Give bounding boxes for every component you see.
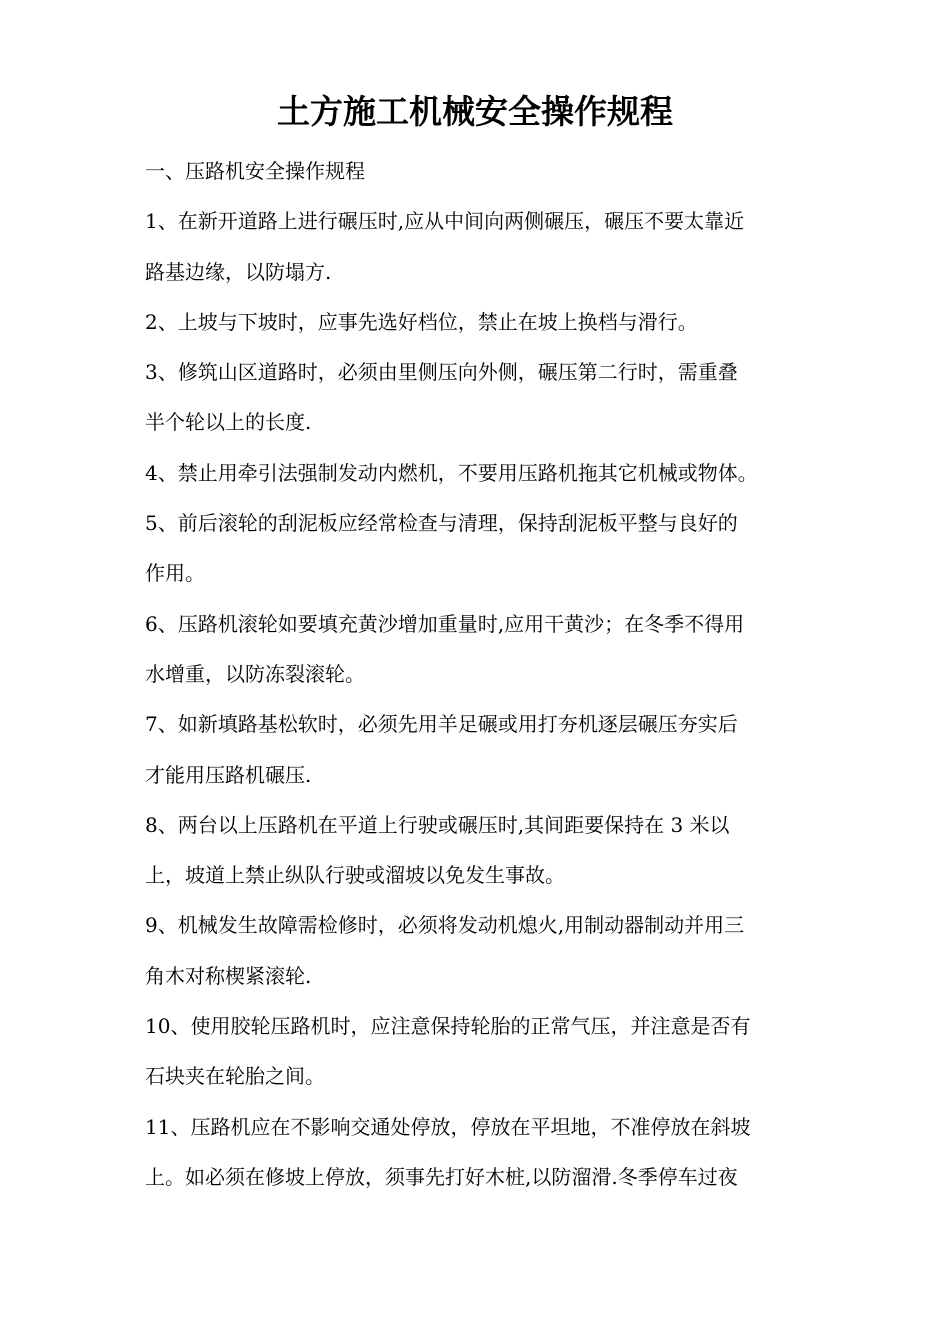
paragraph-line: 5、前后滚轮的刮泥板应经常检查与清理，保持刮泥板平整与良好的	[145, 511, 738, 536]
paragraph-line: 才能用压路机碾压.	[145, 762, 312, 787]
paragraph-line: 1、在新开道路上进行碾压时,应从中间向两侧碾压，碾压不要太靠近	[145, 209, 745, 234]
paragraph-line: 作用。	[145, 561, 205, 586]
paragraph-line: 上。如必须在修坡上停放，须事先打好木桩,以防溜滑.冬季停车过夜	[145, 1164, 738, 1189]
paragraph-line: 水增重，以防冻裂滚轮。	[145, 661, 365, 686]
paragraph-line: 7、如新填路基松软时，必须先用羊足碾或用打夯机逐层碾压夯实后	[145, 712, 738, 737]
paragraph-line: 3、修筑山区道路时，必须由里侧压向外侧，碾压第二行时，需重叠	[145, 360, 738, 385]
paragraph-line: 9、机械发生故障需检修时，必须将发动机熄火,用制动器制动并用三	[145, 913, 745, 938]
paragraph-line: 6、压路机滚轮如要填充黄沙增加重量时,应用干黄沙；在冬季不得用	[145, 611, 745, 636]
paragraph-line: 4、禁止用牵引法强制发动内燃机，不要用压路机拖其它机械或物体。	[145, 460, 758, 485]
paragraph-line: 8、两台以上压路机在平道上行驶或碾压时,其间距要保持在 3 米以	[145, 812, 730, 837]
paragraph-line: 路基边缘，以防塌方.	[145, 259, 332, 284]
section-heading: 一、压路机安全操作规程	[145, 159, 365, 183]
document-body	[145, 146, 825, 1202]
paragraph-line: 11、压路机应在不影响交通处停放，停放在平坦地，不准停放在斜坡	[145, 1114, 751, 1139]
paragraph-line: 上，坡道上禁止纵队行驶或溜坡以免发生事故。	[145, 863, 565, 888]
paragraph-line: 角木对称楔紧滚轮.	[145, 963, 312, 988]
document-title: 土方施工机械安全操作规程	[277, 92, 673, 131]
paragraph-line: 10、使用胶轮压路机时，应注意保持轮胎的正常气压，并注意是否有	[145, 1014, 751, 1039]
paragraph-line: 石块夹在轮胎之间。	[145, 1064, 325, 1089]
paragraph-line: 半个轮以上的长度.	[145, 410, 312, 435]
paragraph-line: 2、上坡与下坡时，应事先选好档位，禁止在坡上换档与滑行。	[145, 309, 698, 334]
